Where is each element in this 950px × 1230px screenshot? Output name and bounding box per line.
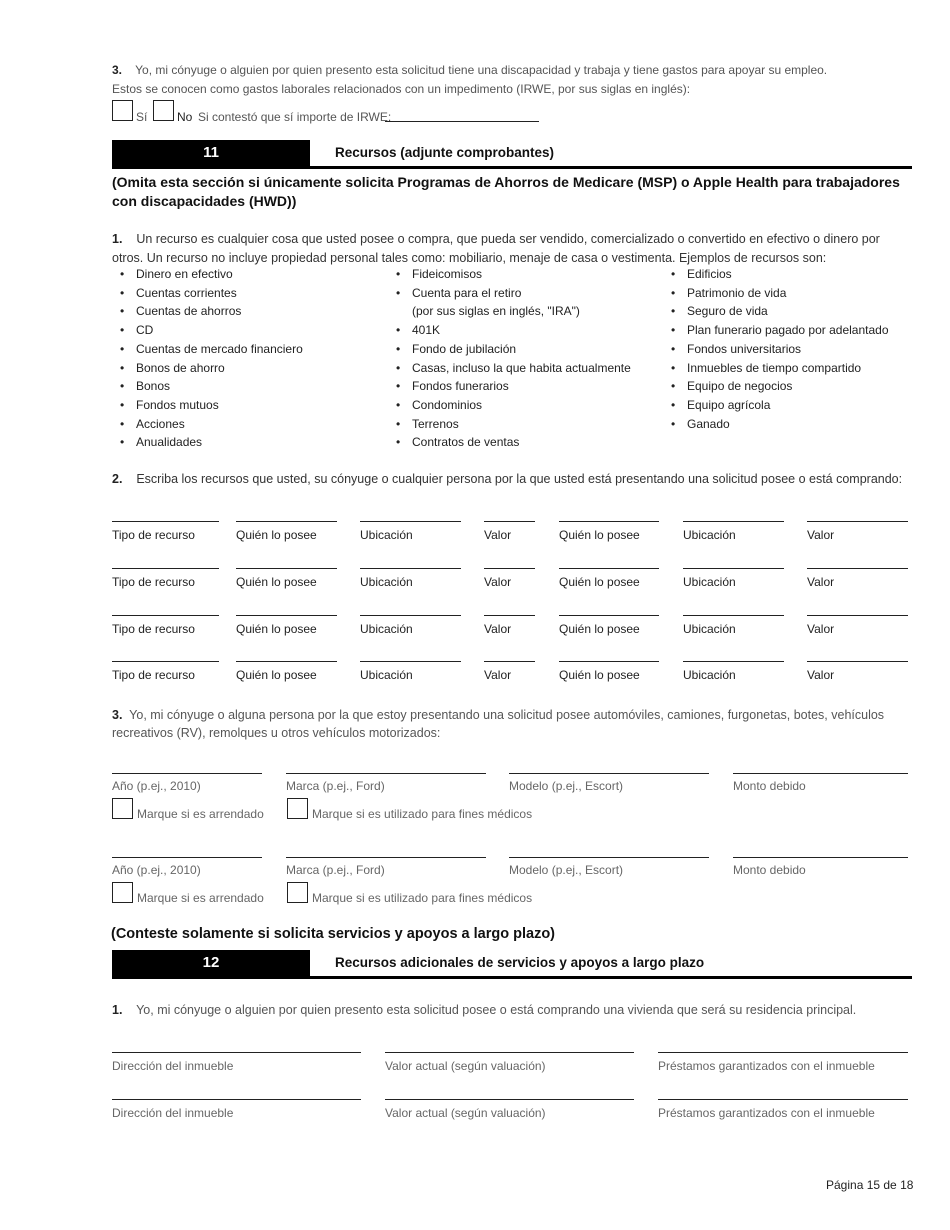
resource-entry-field[interactable]	[484, 568, 535, 569]
vehicle-entry-field[interactable]	[509, 773, 709, 774]
resource-entry-field[interactable]	[484, 521, 535, 522]
irwe-question	[112, 63, 827, 77]
home-entry-field[interactable]	[658, 1099, 908, 1100]
resource-entry-label: Quién lo posee	[559, 528, 640, 542]
section-12-number: 12	[112, 950, 310, 976]
resource-entry-field[interactable]	[559, 661, 659, 662]
resource-entry-label: Ubicación	[683, 575, 736, 589]
list-item: • Dinero en efectivo	[112, 265, 382, 284]
vehicle-entry-label: Monto debido	[733, 779, 806, 793]
list-item: • Inmuebles de tiempo compartido	[663, 359, 913, 378]
resource-entry-field[interactable]	[112, 661, 219, 662]
list-item: • Contratos de ventas	[388, 433, 663, 452]
vehicle-entry-field[interactable]	[286, 857, 486, 858]
irwe-no-checkbox[interactable]	[153, 100, 174, 121]
resource-entry-label: Quién lo posee	[236, 622, 317, 636]
section-11-header	[112, 140, 912, 166]
resource-entry-label: Valor	[484, 528, 512, 542]
list-item: • 401K	[388, 321, 663, 340]
medical-use-label: Marque si es utilizado para fines médicos	[312, 891, 533, 905]
medical-use-label: Marque si es utilizado para fines médicos	[312, 807, 533, 821]
vehicle-entry-label: Modelo (p.ej., Escort)	[509, 779, 624, 793]
section-12-header	[112, 950, 912, 976]
resource-entry-field[interactable]	[360, 661, 461, 662]
list-item: • Equipo agrícola	[663, 396, 913, 415]
resource-entry-field[interactable]	[683, 661, 784, 662]
resource-entry-label: Ubicación	[360, 575, 413, 589]
home-entry-label: Dirección del inmueble	[112, 1106, 234, 1120]
resource-entry-field[interactable]	[236, 521, 337, 522]
leased-checkbox[interactable]	[112, 882, 133, 903]
vehicle-entry-label: Año (p.ej., 2010)	[112, 863, 201, 877]
resources-entry-text: Escriba los recursos que usted, su cónyuge o cualquier persona por la que usted está presentando una solicitud posee o está comprando:	[136, 472, 903, 486]
vehicle-entry-field[interactable]	[733, 773, 908, 774]
vehicle-entry-label: Monto debido	[733, 863, 806, 877]
resource-entry-label: Tipo de recurso	[112, 622, 195, 636]
list-item: • Acciones	[112, 415, 382, 434]
resources-list-col1	[112, 265, 382, 452]
list-item: • CD	[112, 321, 382, 340]
leased-label: Marque si es arrendado	[137, 891, 264, 905]
resources-entry-number: 2.	[112, 472, 123, 486]
leased-checkbox[interactable]	[112, 798, 133, 819]
resource-entry-field[interactable]	[559, 521, 659, 522]
resources-definition-text: Un recurso es cualquier cosa que usted posee o compra, que pueda ser vendido, comercializado o convertido en efectivo o dinero por otros. Un recurso no incluye propiedad personal tales como: mobiliario, menaje de casa o vestimenta. Ejemplos de recursos son:	[112, 232, 880, 265]
list-item	[388, 284, 663, 321]
resource-entry-field[interactable]	[807, 521, 908, 522]
resource-entry-label: Valor	[807, 622, 835, 636]
section-12-title: Recursos adicionales de servicios y apoyos a largo plazo	[335, 955, 705, 970]
vehicle-entry-field[interactable]	[509, 857, 709, 858]
ltss-note: (Conteste solamente si solicita servicios y apoyos a largo plazo)	[111, 926, 556, 942]
resource-entry-label: Tipo de recurso	[112, 668, 195, 682]
resources-entry-question	[112, 472, 902, 486]
resource-entry-label: Quién lo posee	[236, 528, 317, 542]
list-item: • Cuentas de mercado financiero	[112, 340, 382, 359]
resource-entry-field[interactable]	[484, 615, 535, 616]
resource-entry-field[interactable]	[360, 568, 461, 569]
resource-entry-label: Tipo de recurso	[112, 575, 195, 589]
resource-entry-label: Ubicación	[360, 668, 413, 682]
list-item-subline: (por sus siglas en inglés, "IRA")	[412, 304, 580, 319]
home-entry-field[interactable]	[385, 1099, 634, 1100]
resource-entry-field[interactable]	[807, 615, 908, 616]
resource-entry-field[interactable]	[112, 568, 219, 569]
resource-entry-label: Ubicación	[683, 668, 736, 682]
list-item: • Fondos universitarios	[663, 340, 913, 359]
resources-definition	[112, 230, 910, 268]
list-item: • Equipo de negocios	[663, 377, 913, 396]
resources-list-col2	[388, 265, 663, 452]
resource-entry-label: Valor	[484, 575, 512, 589]
leased-label: Marque si es arrendado	[137, 807, 264, 821]
list-item: • Fondo de jubilación	[388, 340, 663, 359]
medical-use-checkbox[interactable]	[287, 882, 308, 903]
resource-entry-field[interactable]	[683, 521, 784, 522]
resources-list-col3	[663, 265, 913, 433]
irwe-yes-checkbox[interactable]	[112, 100, 133, 121]
resource-entry-label: Ubicación	[360, 528, 413, 542]
resource-entry-label: Ubicación	[360, 622, 413, 636]
resource-entry-label: Valor	[484, 622, 512, 636]
irwe-question-text: Yo, mi cónyuge o alguien por quien presento esta solicitud tiene una discapacidad y trabaja y tiene gastos para apoyar su empleo.	[135, 63, 828, 77]
home-question-text: Yo, mi cónyuge o alguien por quien presento esta solicitud posee o está comprando una vivienda que será su residencia principal.	[136, 1003, 857, 1017]
resource-entry-field[interactable]	[112, 615, 219, 616]
resource-entry-field[interactable]	[360, 615, 461, 616]
list-item: • Plan funerario pagado por adelantado	[663, 321, 913, 340]
home-entry-field[interactable]	[112, 1099, 361, 1100]
section-11-number: 11	[112, 140, 310, 166]
list-item: • Ganado	[663, 415, 913, 434]
resource-entry-field[interactable]	[484, 661, 535, 662]
home-entry-field[interactable]	[658, 1052, 908, 1053]
vehicle-entry-field[interactable]	[733, 857, 908, 858]
resource-entry-label: Quién lo posee	[559, 668, 640, 682]
home-question-number: 1.	[112, 1003, 123, 1017]
resource-entry-label: Ubicación	[683, 528, 736, 542]
home-entry-label: Valor actual (según valuación)	[385, 1059, 546, 1073]
list-item: • Bonos	[112, 377, 382, 396]
list-item: • Casas, incluso la que habita actualmente	[388, 359, 663, 378]
home-entry-field[interactable]	[112, 1052, 361, 1053]
list-item: • Fondos funerarios	[388, 377, 663, 396]
resource-entry-label: Valor	[807, 575, 835, 589]
resource-entry-label: Quién lo posee	[236, 575, 317, 589]
resource-entry-field[interactable]	[559, 615, 659, 616]
home-question	[112, 1003, 856, 1017]
list-item: • Fondos mutuos	[112, 396, 382, 415]
irwe-followup-label: Si contestó que sí importe de IRWE:	[198, 110, 392, 124]
list-item: • Edificios	[663, 265, 913, 284]
list-item: • Cuentas de ahorros	[112, 302, 382, 321]
list-item: • Terrenos	[388, 415, 663, 434]
section-11-rule	[112, 166, 912, 169]
resource-entry-label: Tipo de recurso	[112, 528, 195, 542]
vehicle-entry-label: Año (p.ej., 2010)	[112, 779, 201, 793]
section-11-title: Recursos (adjunte comprobantes)	[335, 145, 555, 160]
list-item: • Seguro de vida	[663, 302, 913, 321]
irwe-yes-label: Sí	[136, 110, 148, 124]
home-entry-label: Valor actual (según valuación)	[385, 1106, 546, 1120]
section-12-rule	[112, 976, 912, 979]
resource-entry-label: Valor	[484, 668, 512, 682]
list-item-text: Cuenta para el retiro	[412, 285, 522, 300]
medical-use-checkbox[interactable]	[287, 798, 308, 819]
resource-entry-label: Valor	[807, 668, 835, 682]
resource-entry-field[interactable]	[236, 661, 337, 662]
resource-entry-field[interactable]	[236, 568, 337, 569]
home-entry-field[interactable]	[385, 1052, 634, 1053]
list-item: • Patrimonio de vida	[663, 284, 913, 303]
vehicle-entry-field[interactable]	[112, 773, 262, 774]
resource-entry-field[interactable]	[807, 661, 908, 662]
resource-entry-label: Quién lo posee	[559, 622, 640, 636]
vehicles-question-number: 3.	[112, 708, 123, 722]
list-item: • Bonos de ahorro	[112, 359, 382, 378]
vehicle-entry-field[interactable]	[112, 857, 262, 858]
home-entry-label: Préstamos garantizados con el inmueble	[658, 1059, 875, 1073]
vehicle-entry-label: Marca (p.ej., Ford)	[286, 863, 385, 877]
vehicles-question-text: Yo, mi cónyuge o alguna persona por la que estoy presentando una solicitud posee automóviles, camiones, furgonetas, botes, vehículos recreativos (RV), remolques u otros vehículos motorizados:	[112, 708, 885, 740]
resource-entry-field[interactable]	[360, 521, 461, 522]
resource-entry-field[interactable]	[807, 568, 908, 569]
irwe-question-text-2: Estos se conocen como gastos laborales relacionados con un impedimento (IRWE, por sus siglas en inglés):	[112, 82, 691, 96]
resource-entry-label: Valor	[807, 528, 835, 542]
irwe-amount-field[interactable]	[385, 121, 539, 122]
resource-entry-field[interactable]	[236, 615, 337, 616]
irwe-question-number: 3.	[112, 63, 123, 77]
resource-entry-label: Quién lo posee	[559, 575, 640, 589]
resource-entry-label: Quién lo posee	[236, 668, 317, 682]
resource-entry-label: Ubicación	[683, 622, 736, 636]
vehicle-entry-label: Modelo (p.ej., Escort)	[509, 863, 624, 877]
vehicle-entry-label: Marca (p.ej., Ford)	[286, 779, 385, 793]
section-11-note: (Omita esta sección si únicamente solicita Programas de Ahorros de Medicare (MSP) o Apple Health para trabajadores con discapacidades (HWD))	[112, 174, 900, 209]
vehicles-question	[112, 706, 910, 742]
resource-entry-field[interactable]	[683, 615, 784, 616]
vehicle-entry-field[interactable]	[286, 773, 486, 774]
list-item: • Fideicomisos	[388, 265, 663, 284]
list-item: • Condominios	[388, 396, 663, 415]
home-entry-label: Préstamos garantizados con el inmueble	[658, 1106, 875, 1120]
resources-definition-number: 1.	[112, 232, 123, 246]
list-item: • Anualidades	[112, 433, 382, 452]
page-number: Página 15 de 18	[826, 1178, 914, 1192]
irwe-no-label: No	[177, 110, 193, 124]
resource-entry-field[interactable]	[683, 568, 784, 569]
list-item: • Cuentas corrientes	[112, 284, 382, 303]
home-entry-label: Dirección del inmueble	[112, 1059, 234, 1073]
resource-entry-field[interactable]	[112, 521, 219, 522]
resource-entry-field[interactable]	[559, 568, 659, 569]
